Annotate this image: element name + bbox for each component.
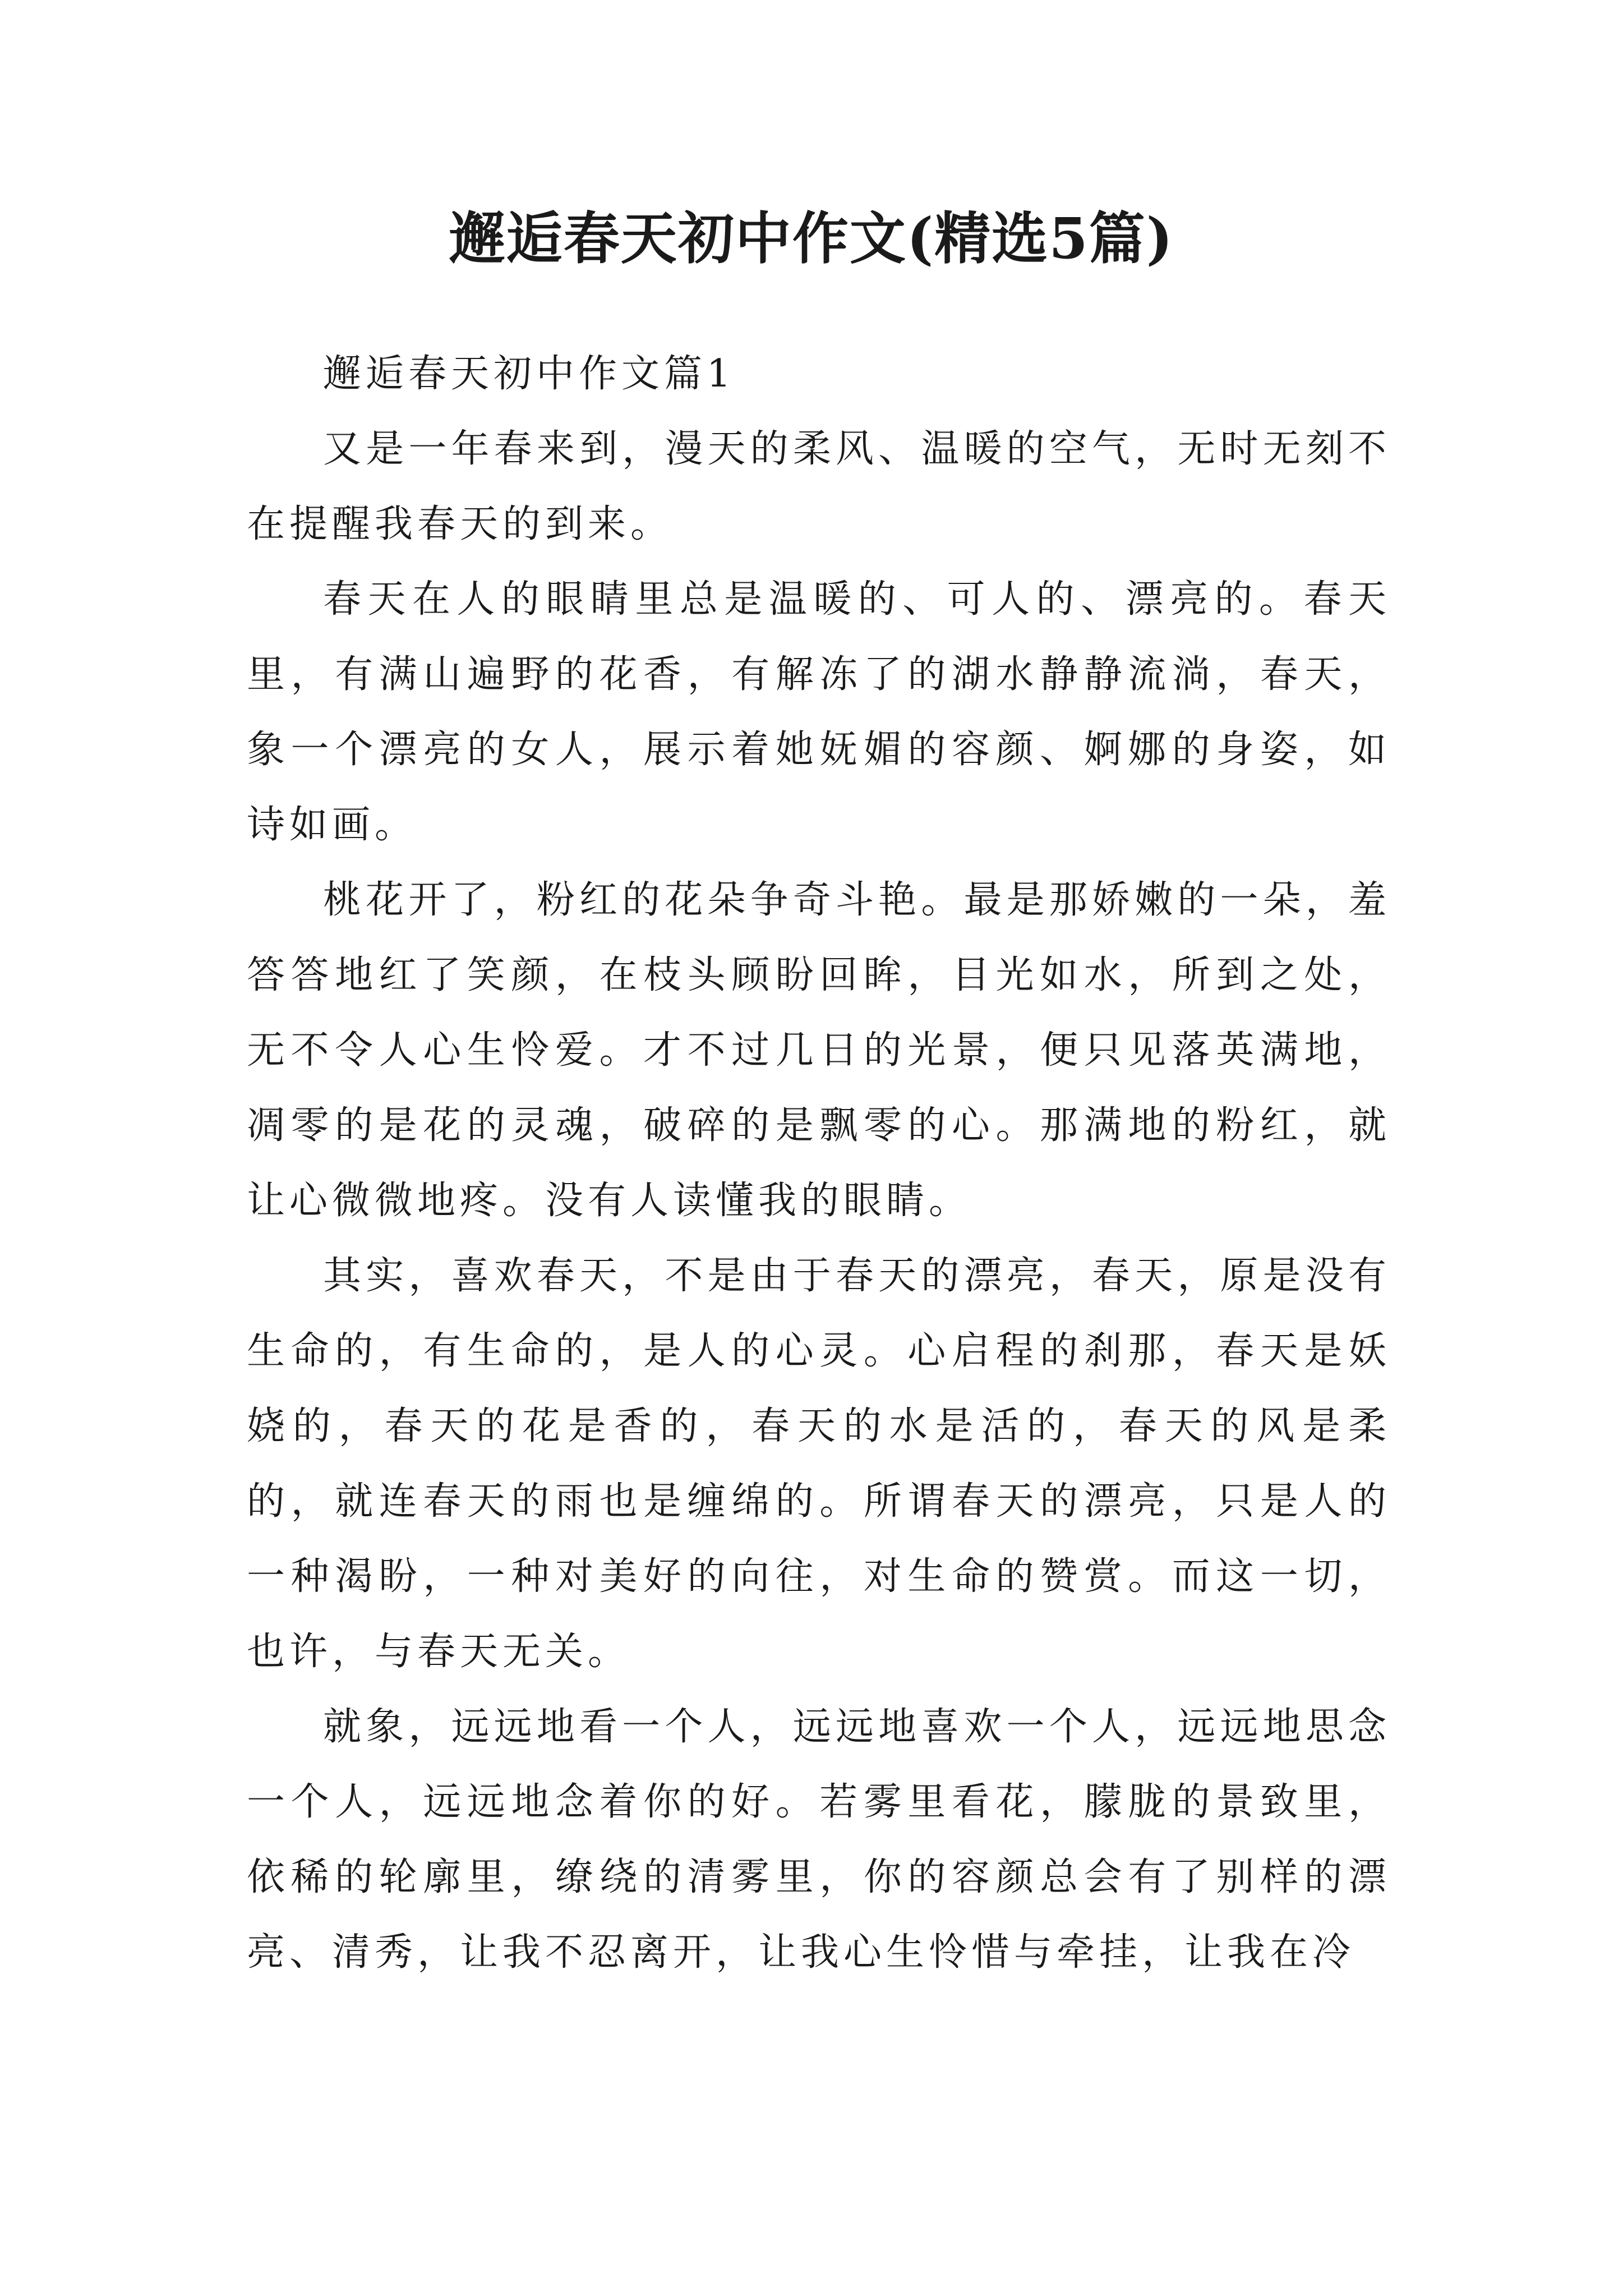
paragraph-1: 又是一年春来到，漫天的柔风、温暖的空气，无时无刻不在提醒我春天的到来。: [247, 427, 1391, 546]
paragraph-4: 其实，喜欢春天，不是由于春天的漂亮，春天，原是没有生命的，有生命的，是人的心灵。心启程的刹那，春天是妖娆的，春天的花是香的，春天的水是活的，春天的风是柔的，就连春天的雨也是缠绵的。所谓春天的漂亮，只是人的一种渴盼，一种对美好的向往，对生命的赞赏。而这一切，也许，与春天无关。: [247, 1254, 1391, 1674]
paragraph-2: 春天在人的眼睛里总是温暖的、可人的、漂亮的。春天里，有满山遍野的花香，有解冻了的湖水静静流淌，春天，象一个漂亮的女人，展示着她妩媚的容颜、婀娜的身姿，如诗如画。: [247, 577, 1391, 847]
paragraph-5: 就象，远远地看一个人，远远地喜欢一个人，远远地思念一个人，远远地念着你的好。若雾里看花，朦胧的景致里，依稀的轮廓里，缭绕的清雾里，你的容颜总会有了别样的漂亮、清秀，让我不忍离开，让我心生怜惜与牵挂，让我在冷: [247, 1705, 1391, 1975]
section-heading: 邂逅春天初中作文篇1: [323, 352, 736, 396]
document-body: [247, 337, 1391, 1990]
paragraph-3: 桃花开了，粉红的花朵争奇斗艳。最是那娇嫩的一朵，羞答答地红了笑颜，在枝头顾盼回眸，目光如水，所到之处，无不令人心生怜爱。才不过几日的光景，便只见落英满地，凋零的是花的灵魂，破碎的是飘零的心。那满地的粉红，就让心微微地疼。没有人读懂我的眼睛。: [247, 878, 1391, 1223]
document-title: 邂逅春天初中作文(精选5篇): [449, 205, 1174, 272]
